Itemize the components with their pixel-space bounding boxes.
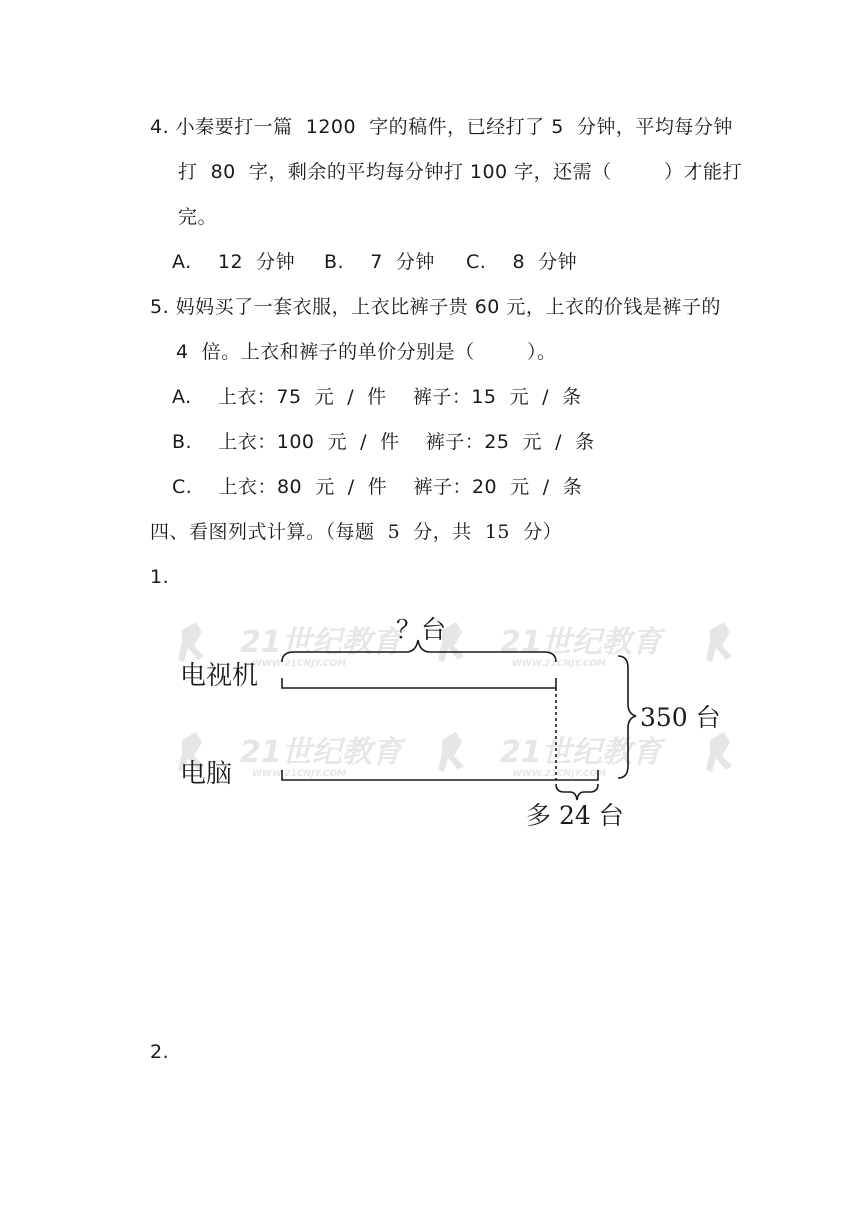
q5-line-1: 5. 妈妈买了一套衣服，上衣比裤子贵 60 元，上衣的价钱是裤子的 [150,296,721,318]
watermark-sub-3: WWW.21CNJY.COM [252,769,347,779]
watermark-group [178,622,732,779]
q4-line-2: 打 80 字，剩余的平均每分钟打 100 字，还需（ ）才能打 [178,161,742,183]
watermark-runner-icon-1 [178,622,204,662]
watermark-runner-icon-6 [706,732,732,772]
label-diff: 多 24 台 [526,801,624,830]
segment-diagram [170,600,770,840]
watermark-sub-1: WWW.21CNJY.COM [252,659,347,669]
label-tv: 电视机 [180,661,259,691]
q4-line-1: 4. 小秦要打一篇 1200 字的稿件，已经打了 5 分钟，平均每分钟 [150,116,733,138]
q5-option-b: B. 上衣：100 元 / 件 裤子：25 元 / 条 [172,431,595,453]
q4-line-3: 完。 [178,206,218,228]
item-1-number: 1. [150,566,170,588]
diff-brace [556,784,598,800]
tv-segment [282,678,556,688]
label-pc: 电脑 [180,759,233,789]
label-total: 350 台 [640,703,721,732]
label-question: ？台 [396,615,447,644]
q5-option-c: C. 上衣：80 元 / 件 裤子：20 元 / 条 [172,476,583,498]
watermark-text-4: 21世纪教育 [500,735,662,770]
q5-line-2: 4 倍。上衣和裤子的单价分别是（ ）。 [176,341,557,363]
section-4-heading: 四、看图列式计算。（每题 5 分，共 15 分） [150,521,563,543]
item-2-number: 2. [150,1041,170,1063]
watermark-sub-2: WWW.21CNJY.COM [512,659,607,669]
q4-option-c: C. 8 分钟 [466,251,578,273]
q4-option-a: A. 12 分钟 [172,251,296,273]
watermark-text-2: 21世纪教育 [500,625,662,660]
q5-option-a: A. 上衣：75 元 / 件 裤子：15 元 / 条 [172,386,582,408]
watermark-text-1: 21世纪教育 [240,625,402,660]
watermark-text-3: 21世纪教育 [240,735,402,770]
watermark-sub-4: WWW.21CNJY.COM [512,769,607,779]
watermark-runner-icon-3 [706,622,732,662]
watermark-runner-icon-5 [438,732,464,772]
q4-option-b: B. 7 分钟 [324,251,435,273]
